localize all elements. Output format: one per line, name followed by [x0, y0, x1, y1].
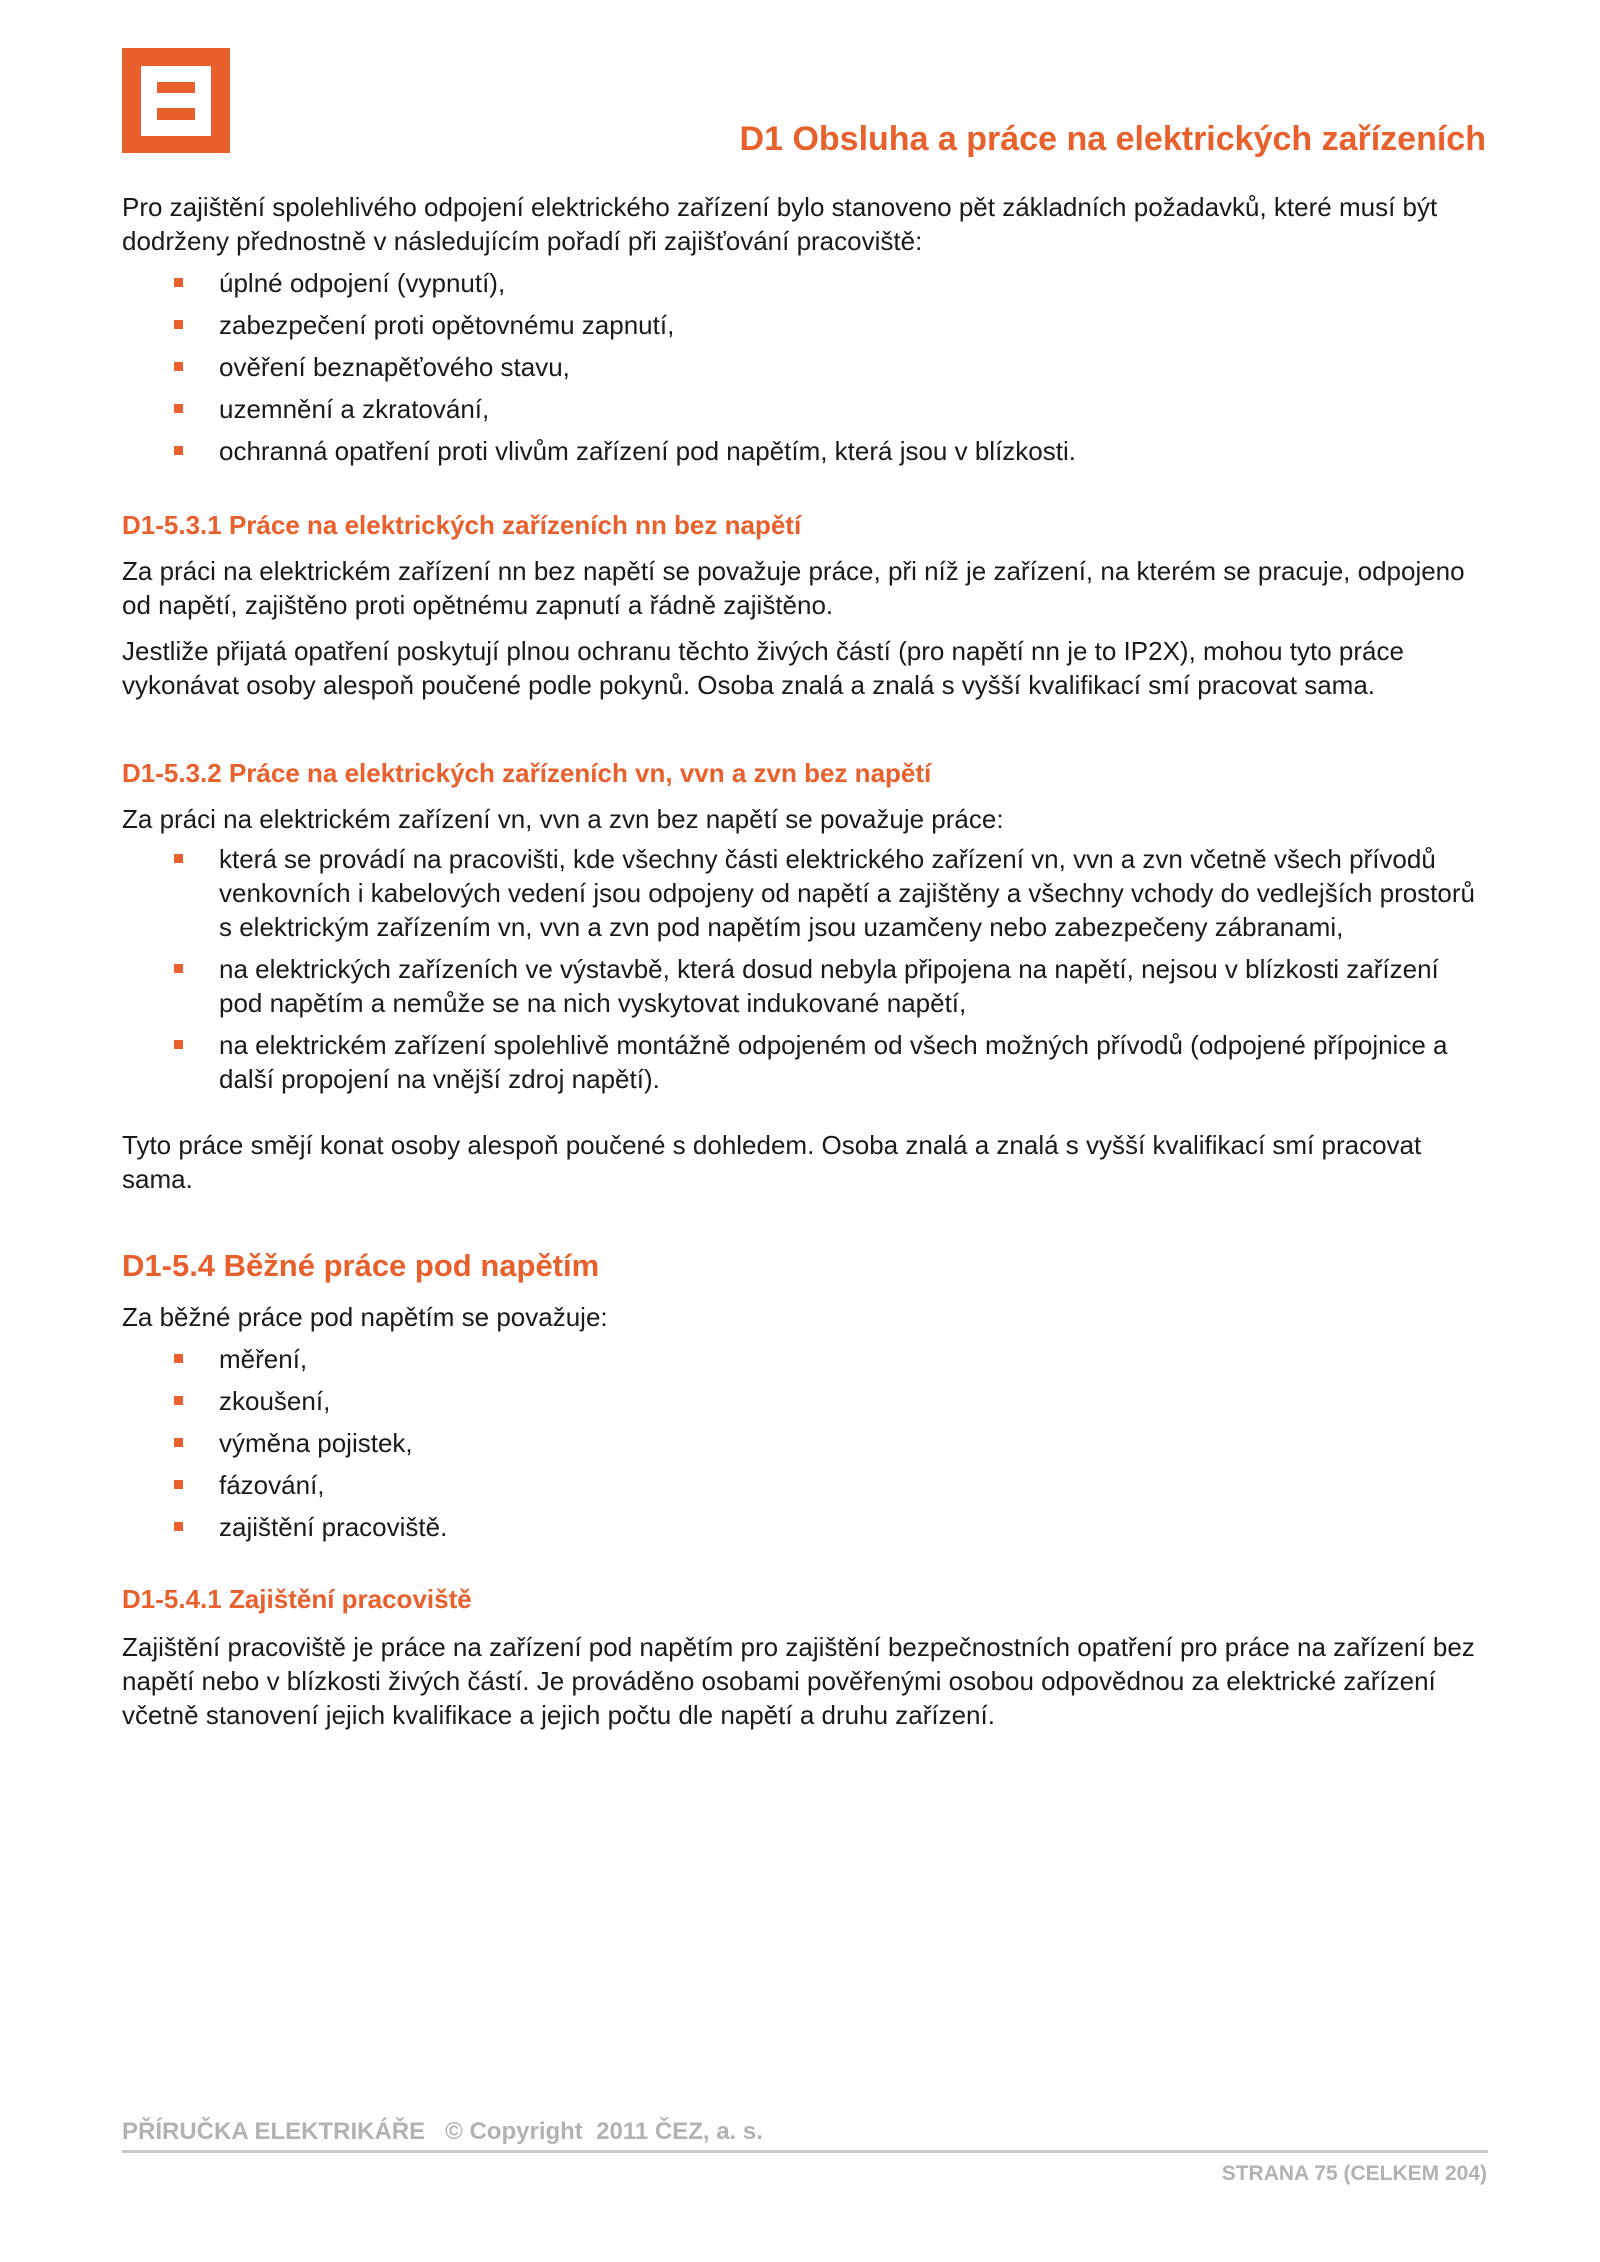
intro-paragraph: Pro zajištění spolehlivého odpojení elektrického zařízení bylo stanoveno pět základních požadavků, které musí být dodrženy přednostně v následujícím pořadí při zajišťování pracoviště: [122, 192, 1438, 256]
bullet-icon [174, 446, 183, 455]
bullet-icon [174, 1040, 183, 1049]
bullet-icon [174, 362, 183, 371]
section-5-3-1-paragraph-1: Za práci na elektrickém zařízení nn bez napětí se považuje práce, při níž je zařízení, na kterém se pracuje, odpojeno od napětí, zajištěno proti opětnému zapnutí a řádně zajištěno. [122, 556, 1465, 620]
section-5-3-2-paragraph-1: Za práci na elektrickém zařízení vn, vvn a zvn bez napětí se považuje práce: [122, 804, 1004, 834]
bullet-icon [174, 854, 183, 863]
bullet-icon [174, 1522, 183, 1531]
requirements-list [122, 266, 1487, 468]
section-heading-5-4: D1-5.4 Běžné práce pod napětím [122, 1248, 600, 1283]
bullet-icon [174, 1480, 183, 1489]
cez-logo-icon [122, 48, 230, 153]
list-item: která se provádí na pracovišti, kde všechny části elektrického zařízení vn, vvn a zvn včetně všech přívodů venkovních i kabelových vedení jsou odpojeny od napětí a zajištěny a všechny vchody do vedlejších prostorů s elektrickým zařízením vn, vvn a zvn pod napětím jsou uzamčeny nebo zabezpečeny zábranami, [122, 842, 1487, 944]
bullet-icon [174, 320, 183, 329]
footer-copyright: PŘÍRUČKA ELEKTRIKÁŘE © Copyright 2011 ČEZ, a. s. [122, 2118, 763, 2145]
list-item: zkoušení, [122, 1384, 1487, 1418]
list-item: na elektrickém zařízení spolehlivě montážně odpojeném od všech možných přívodů (odpojené přípojnice a další propojení na vnější zdroj napětí). [122, 1028, 1487, 1096]
page-content [122, 190, 1487, 1732]
section-5-4-1-paragraph: Zajištění pracoviště je práce na zařízení pod napětím pro zajištění bezpečnostních opatření pro práce na zařízení bez napětí nebo v blízkosti živých částí. Je prováděno osobami pověřenými osobou odpovědnou za elektrické zařízení včetně stanovení jejich kvalifikace a jejich počtu dle napětí a druhu zařízení. [122, 1632, 1475, 1730]
bullet-icon [174, 1354, 183, 1363]
list-item: měření, [122, 1342, 1487, 1376]
live-work-list [122, 1342, 1487, 1544]
section-5-3-2-paragraph-2: Tyto práce smějí konat osoby alespoň poučené s dohledem. Osoba znalá a znalá s vyšší kvalifikací smí pracovat sama. [122, 1130, 1422, 1194]
section-heading-5-3-2: D1-5.3.2 Práce na elektrických zařízeních vn, vvn a zvn bez napětí [122, 758, 932, 788]
document-title: D1 Obsluha a práce na elektrických zařízeních [739, 120, 1486, 158]
section-5-4-paragraph: Za běžné práce pod napětím se považuje: [122, 1302, 608, 1332]
section-heading-5-4-1: D1-5.4.1 Zajištění pracoviště [122, 1584, 472, 1614]
footer-divider [122, 2150, 1488, 2153]
work-types-list [122, 842, 1487, 1096]
page-number: STRANA 75 (CELKEM 204) [1221, 2162, 1487, 2185]
list-item: ověření beznapěťového stavu, [122, 350, 1487, 384]
list-item: na elektrických zařízeních ve výstavbě, která dosud nebyla připojena na napětí, nejsou v blízkosti zařízení pod napětím a nemůže se na nich vyskytovat indukované napětí, [122, 952, 1487, 1020]
list-item: fázování, [122, 1468, 1487, 1502]
list-item: ochranná opatření proti vlivům zařízení pod napětím, která jsou v blízkosti. [122, 434, 1487, 468]
list-item: uzemnění a zkratování, [122, 392, 1487, 426]
bullet-icon [174, 964, 183, 973]
list-item: zabezpečení proti opětovnému zapnutí, [122, 308, 1487, 342]
bullet-icon [174, 278, 183, 287]
list-item: zajištění pracoviště. [122, 1510, 1487, 1544]
bullet-icon [174, 1438, 183, 1447]
list-item: úplné odpojení (vypnutí), [122, 266, 1487, 300]
section-5-3-1-paragraph-2: Jestliže přijatá opatření poskytují plnou ochranu těchto živých částí (pro napětí nn je to IP2X), mohou tyto práce vykonávat osoby alespoň poučené podle pokynů. Osoba znalá a znalá s vyšší kvalifikací smí pracovat sama. [122, 636, 1404, 700]
bullet-icon [174, 1396, 183, 1405]
bullet-icon [174, 404, 183, 413]
section-heading-5-3-1: D1-5.3.1 Práce na elektrických zařízeních nn bez napětí [122, 510, 802, 540]
list-item: výměna pojistek, [122, 1426, 1487, 1460]
